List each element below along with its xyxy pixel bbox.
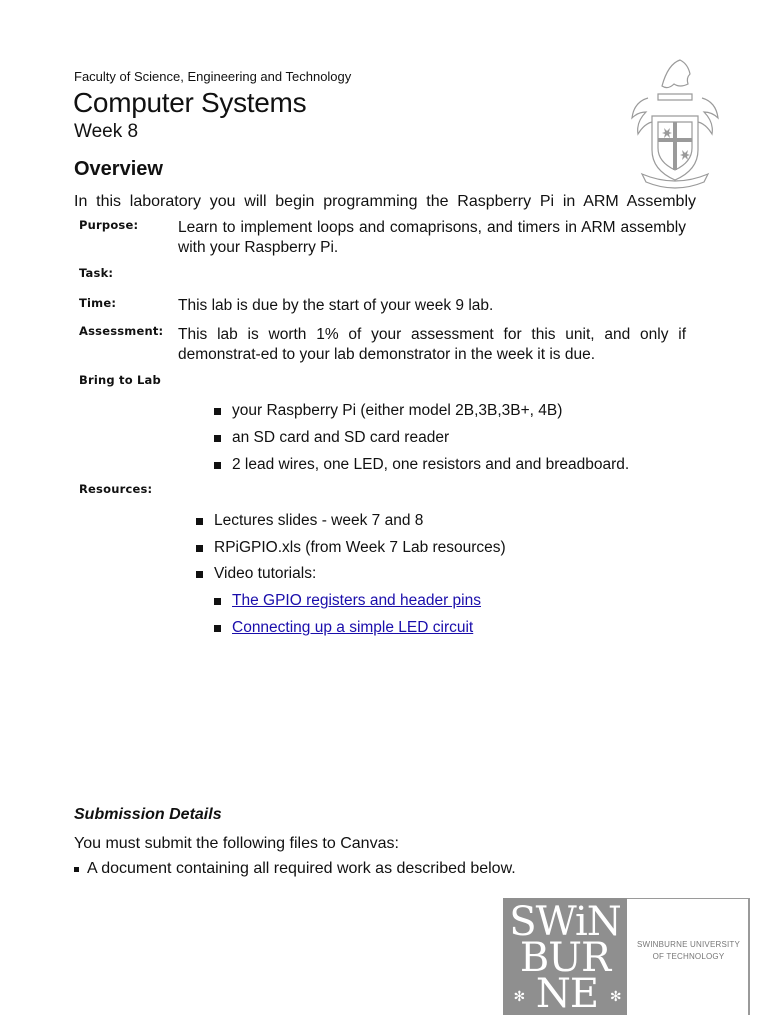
purpose-label: Purpose: [79, 218, 139, 232]
page-title: Computer Systems [73, 87, 307, 118]
resources-label: Resources: [79, 482, 153, 496]
submission-heading: Submission Details [74, 806, 222, 823]
led-circuit-link[interactable]: Connecting up a simple LED circuit [232, 619, 474, 636]
task-label: Task: [79, 266, 114, 280]
university-name: SWINBURNE UNIVERSITY OF TECHNOLOGY [636, 940, 741, 961]
assessment-value: This lab is worth 1% of your assessment for this unit, and only if demonstrat-ed to your lab demonstrator in the week it is due. [178, 326, 686, 363]
resource-item: RPiGPIO.xls (from Week 7 Lab resources) [214, 539, 506, 556]
logo-line-3: ✻ NE ✻ [513, 971, 621, 1017]
bring-to-lab-label: Bring to Lab [79, 373, 161, 387]
faculty-name: Faculty of Science, Engineering and Technology [74, 69, 352, 84]
logo-line-2: BUR [519, 935, 611, 981]
overview-intro: In this laboratory you will begin programming the Raspberry Pi in ARM Assembly [74, 193, 696, 210]
swinburne-logo [503, 898, 627, 1015]
gpio-registers-link[interactable]: The GPIO registers and header pins [232, 592, 481, 609]
bring-item: an SD card and SD card reader [232, 429, 450, 446]
logo-star-icon: ✻ [513, 989, 525, 1005]
resource-item: Lectures slides - week 7 and 8 [214, 512, 424, 529]
submission-item: A document containing all required work as described below. [87, 860, 516, 877]
submission-text: You must submit the following files to Canvas: [74, 835, 399, 852]
time-value: This lab is due by the start of your week 9 lab. [178, 297, 494, 314]
time-label: Time: [79, 296, 117, 310]
week-label: Week 8 [74, 121, 139, 142]
bring-item: your Raspberry Pi (either model 2B,3B,3B+, 4B) [232, 402, 563, 419]
resource-link-item [232, 618, 473, 638]
resource-item: Video tutorials: [214, 565, 317, 582]
logo-line-1: SWiN [509, 899, 621, 945]
logo-star-icon: ✻ [609, 989, 621, 1005]
university-crest-icon [628, 56, 722, 206]
logo-panel [627, 898, 750, 1015]
bring-item: 2 lead wires, one LED, one resistors and and breadboard. [232, 456, 630, 473]
assessment-label: Assessment: [79, 324, 164, 338]
resource-link-item [232, 591, 481, 611]
purpose-value: Learn to implement loops and comaprisons, and timers in ARM assembly with your Raspberry Pi. [178, 219, 686, 256]
overview-heading: Overview [74, 158, 163, 180]
